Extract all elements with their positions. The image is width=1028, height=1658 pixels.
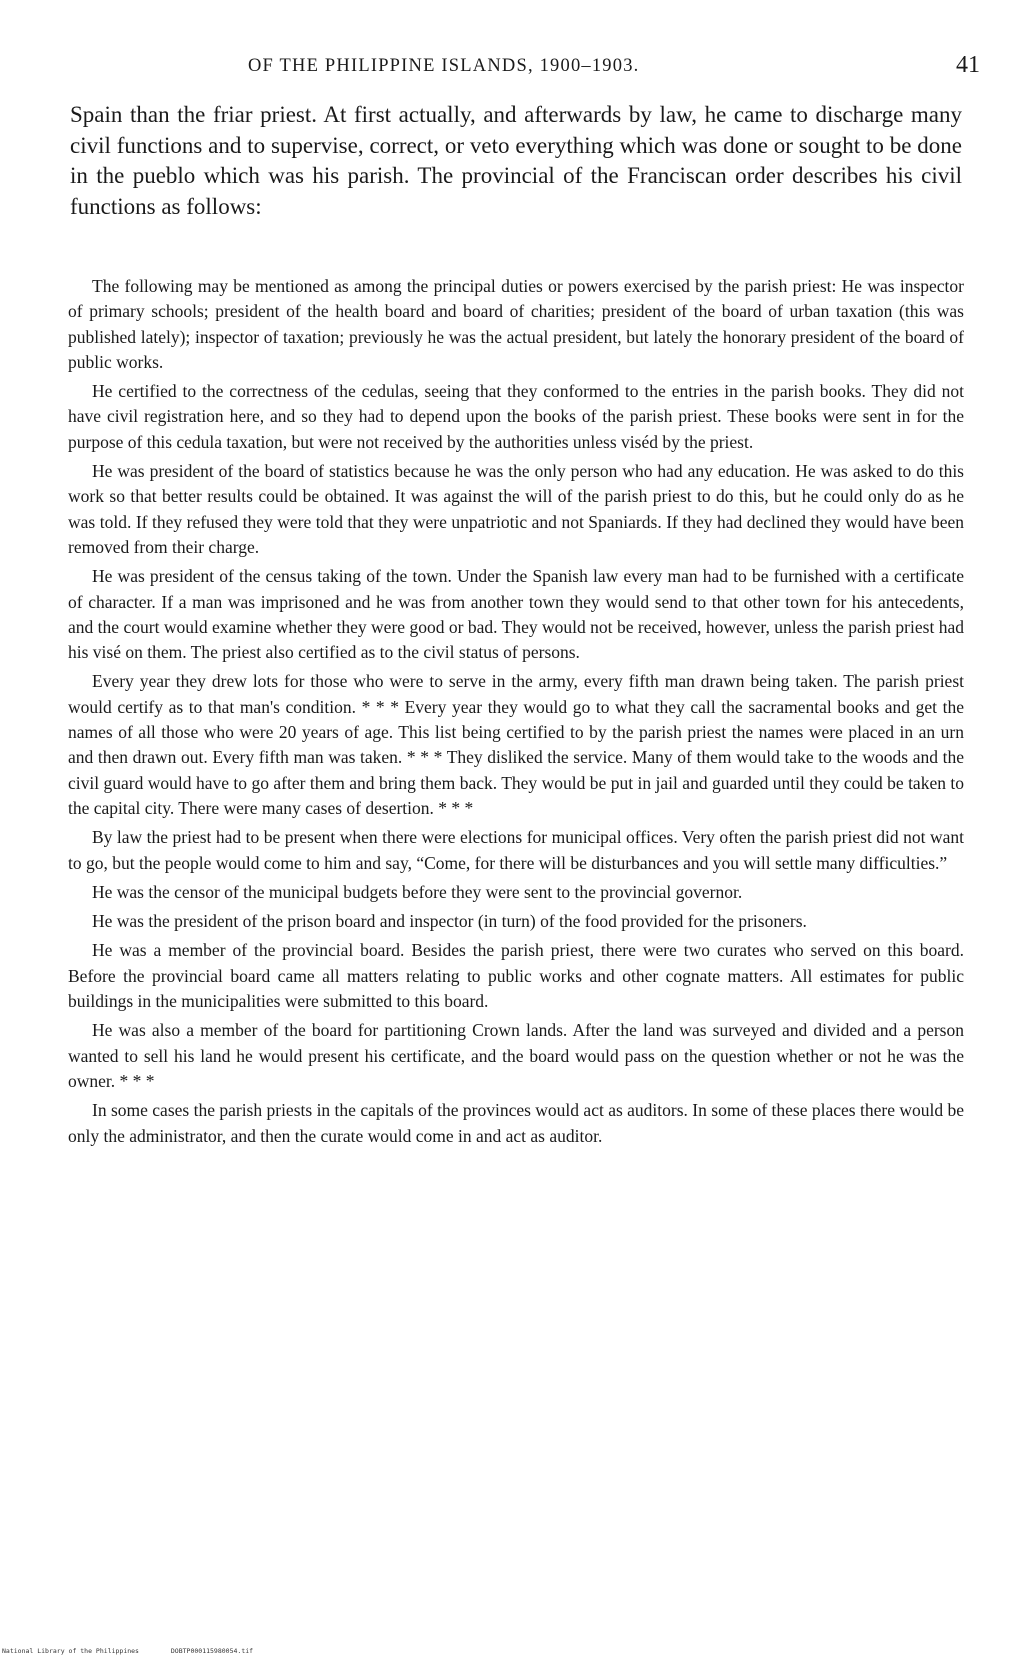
running-title: OF THE PHILIPPINE ISLANDS, 1900–1903. — [248, 56, 640, 76]
quote-paragraph: He was the president of the prison board and inspector (in turn) of the food provided for the prisoners. — [92, 911, 807, 932]
quote-paragraph: Every year they drew lots for those who were to serve in the army, every fifth man drawn being taken. The parish priest would certify as to that man's condition. * * * Every year they would go to what they call the sacramental books and get the names of all those who were 20 years of age. This list being certified to by the parish priest the names were placed in an urn and then drawn out. Every fifth man was taken. * * * They disliked the service. Many of them would take to the woods and the civil guard would have to go after them and bring them back. They would be put in jail and guarded until they could be taken to the capital city. There were many cases of desertion. * * * — [68, 671, 964, 818]
page-number: 41 — [956, 52, 980, 78]
quote-paragraph: He was also a member of the board for partitioning Crown lands. After the land was surveyed and divided and a person wanted to sell his land he would present his certificate, and the board would pass on the question whether or not he was the owner. * * * — [68, 1020, 964, 1091]
quote-paragraph: The following may be mentioned as among the principal duties or powers exercised by the parish priest: He was inspector of primary schools; president of the health board and board of charities; president of the board of urban taxation (this was published lately); inspector of taxation; previously he was the actual president, but lately the honorary president of the board of public works. — [68, 276, 964, 372]
quote-paragraph: He certified to the correctness of the cedulas, seeing that they conformed to the entries in the parish books. They did not have civil registration here, and so they had to depend upon the books of the parish priest. These books were sent in for the purpose of this cedula taxation, but were not received by the authorities unless viséd by the priest. — [68, 381, 964, 452]
page-header — [70, 52, 980, 92]
lead-paragraph: Spain than the friar priest. At first actually, and afterwards by law, he came to discharge many civil functions and to supervise, correct, or veto everything which was done or sought to be done in the pueblo which was his parish. The provincial of the Franciscan order describes his civil functions as follows: — [70, 102, 962, 219]
quote-paragraph: He was president of the census taking of the town. Under the Spanish law every man had to be furnished with a certificate of character. If a man was imprisoned and he was from another town they would send to that other town for his antecedents, and the court would examine whether they were good or bad. They would not be received, however, unless the parish priest had his visé on them. The priest also certified as to the civil status of persons. — [68, 566, 964, 663]
quote-paragraph: He was president of the board of statistics because he was the only person who had any education. He was asked to do this work so that better results could be obtained. It was against the will of the parish priest to do this, but he could only do as he was told. If they refused they were told that they were unpatriotic and not Spaniards. If they had declined they would have been removed from their charge. — [68, 461, 964, 557]
block-quote — [68, 274, 964, 1153]
scan-footer — [2, 1647, 281, 1655]
footer-library: National Library of the Philippines — [2, 1647, 139, 1655]
quote-paragraph: In some cases the parish priests in the capitals of the provinces would act as auditors. In some of these places there would be only the administrator, and then the curate would come in and act as auditor. — [68, 1100, 964, 1146]
quote-paragraph: He was the censor of the municipal budgets before they were sent to the provincial governor. — [92, 881, 743, 902]
quote-paragraph: He was a member of the provincial board. Besides the parish priest, there were two curates who served on this board. Before the provincial board came all matters relating to public works and other cognate matters. All estimates for public buildings in the municipalities were submitted to this board. — [68, 940, 964, 1012]
quote-paragraph: By law the priest had to be present when there were elections for municipal offices. Very often the parish priest did not want to go, but the people would come to him and say, “Come, for there will be disturbances and you will settle many difficulties.” — [68, 827, 964, 873]
footer-file-id: DOBTP000115980054.tif — [170, 1647, 254, 1655]
